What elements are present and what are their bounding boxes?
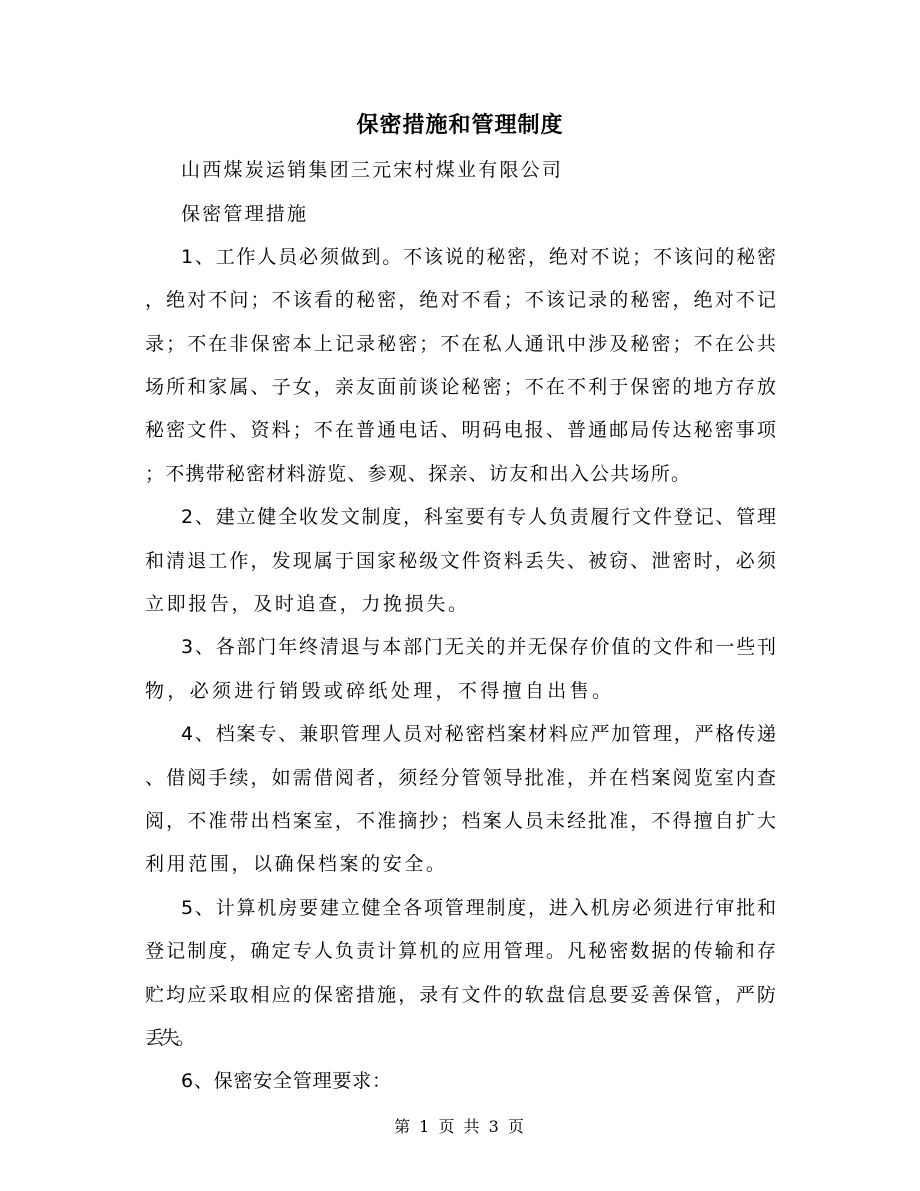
document-title: 保密措施和管理制度	[356, 112, 564, 138]
paragraph-5-line-4: 丢失。	[145, 1027, 192, 1049]
paragraph-1-line-6: ；不携带秘密材料游览、参观、探亲、访友和出入公共场所。	[145, 463, 692, 485]
paragraph-5-line-3: 贮均应采取相应的保密措施，录有文件的软盘信息要妥善保管，严防	[145, 984, 779, 1006]
paragraph-2-line-3: 立即报告，及时追查，力挽损失。	[145, 593, 470, 615]
section-heading: 保密管理措施	[181, 203, 309, 225]
company-name: 山西煤炭运销集团三元宋村煤业有限公司	[181, 159, 564, 181]
paragraph-1-line-2: ，绝对不问；不该看的秘密，绝对不看；不该记录的秘密，绝对不记	[145, 289, 779, 311]
paragraph-1-line-4: 场所和家属、子女，亲友面前谈论秘密；不在不利于保密的地方存放	[145, 376, 779, 398]
paragraph-4-line-1: 4、档案专、兼职管理人员对秘密档案材料应严加管理，严格传递	[181, 723, 778, 745]
paragraph-1-line-1: 1、工作人员必须做到。不该说的秘密，绝对不说；不该问的秘密	[181, 246, 778, 268]
paragraph-4-line-4: 利用范围，以确保档案的安全。	[145, 853, 448, 875]
paragraph-3-line-2: 物，必须进行销毁或碎纸处理，不得擅自出售。	[145, 680, 615, 702]
paragraph-4-line-3: 阅，不准带出档案室，不准摘抄；档案人员未经批准，不得擅自扩大	[145, 810, 779, 832]
paragraph-4-line-2: 、借阅手续，如需借阅者，须经分管领导批准，并在档案阅览室内查	[145, 767, 779, 789]
paragraph-2-line-1: 2、建立健全收发文制度，科室要有专人负责履行文件登记、管理	[181, 506, 778, 528]
paragraph-5-line-1: 5、计算机房要建立健全各项管理制度，进入机房必须进行审批和	[181, 897, 778, 919]
paragraph-3-line-1: 3、各部门年终清退与本部门无关的并无保存价值的文件和一些刊	[181, 636, 778, 658]
paragraph-2-line-2: 和清退工作，发现属于国家秘级文件资料丢失、被窃、泄密时，必须	[145, 550, 779, 572]
paragraph-6-heading: 6、保密安全管理要求：	[181, 1070, 392, 1092]
paragraph-1-line-3: 录；不在非保密本上记录秘密；不在私人通讯中涉及秘密；不在公共	[145, 333, 779, 355]
paragraph-1-line-5: 秘密文件、资料；不在普通电话、明码电报、普通邮局传达秘密事项	[145, 419, 779, 441]
paragraph-5-line-2: 登记制度，确定专人负责计算机的应用管理。凡秘密数据的传输和存	[145, 940, 779, 962]
page-number: 第 1 页 共 3 页	[394, 1117, 526, 1136]
